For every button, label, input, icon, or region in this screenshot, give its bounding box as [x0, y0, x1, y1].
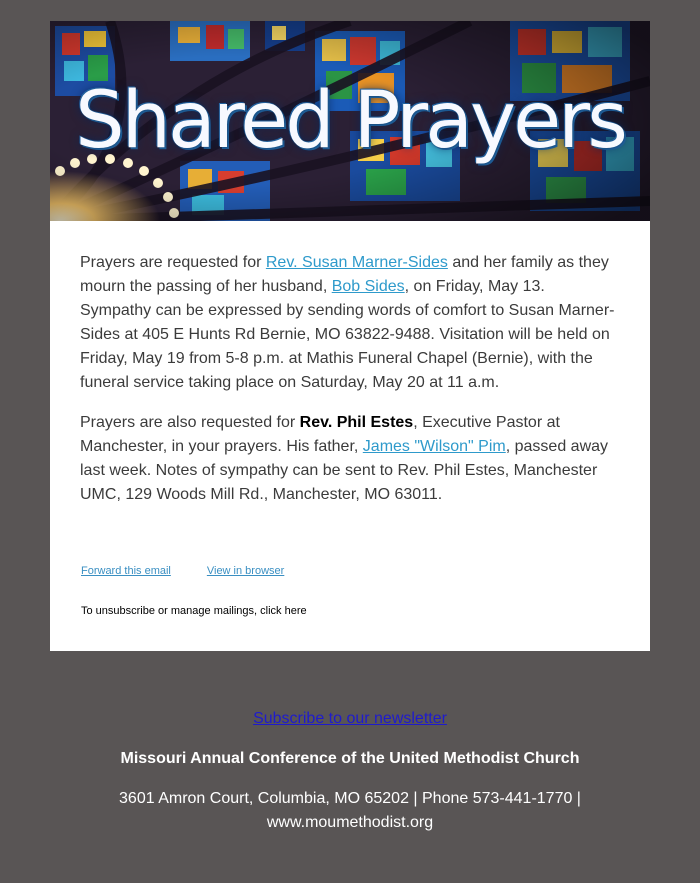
link-bob-sides[interactable]: Bob Sides — [331, 278, 405, 295]
website-text: www.moumethodist.org — [266, 814, 434, 831]
header-banner — [50, 21, 650, 221]
link-susan-marner-sides[interactable]: Rev. Susan Marner-Sides — [265, 254, 448, 271]
prayer-request-2: Prayers are also requested for Rev. Phil Estes, Executive Pastor at Manchester, in your prayers. His father, James "Wilson" Pim, passed away last week. Notes of sympathy can be sent to Rev. Phil Estes, Manchester UMC, 129 Woods Mill Rd., Manchester, MO 63011. — [80, 414, 609, 503]
footer — [0, 707, 700, 835]
email-actions — [81, 564, 320, 578]
unsubscribe-link[interactable]: To unsubscribe or manage mailings, click here — [81, 605, 307, 617]
view-in-browser-link[interactable]: View in browser — [206, 565, 285, 577]
organization-name: Missouri Annual Conference of the United Methodist Church — [120, 750, 580, 767]
message-body — [80, 251, 620, 523]
forward-email-link[interactable]: Forward this email — [81, 565, 171, 577]
link-james-wilson-pim[interactable]: James "Wilson" Pim — [362, 438, 506, 455]
name-phil-estes: Rev. Phil Estes — [299, 414, 414, 431]
email-card — [50, 21, 650, 651]
address-line: 3601 Amron Court, Columbia, MO 65202 | Phone 573-441-1770 | — [119, 790, 581, 807]
subscribe-link[interactable]: Subscribe to our newsletter — [253, 710, 447, 727]
contact-info — [0, 787, 700, 835]
banner-title: Shared Prayers — [75, 76, 625, 166]
prayer-request-1: Prayers are requested for Rev. Susan Marner-Sides and her family as they mourn the passing of her husband, Bob Sides, on Friday, May 13. Sympathy can be expressed by sending words of comfort to Susan Marner-Sides at 405 E Hunts Rd Bernie, MO 63822-9488. Visitation will be held on Friday, May 19 from 5-8 p.m. at Mathis Funeral Chapel (Bernie), with the funeral service taking place on Saturday, May 20 at 11 a.m. — [80, 254, 615, 391]
